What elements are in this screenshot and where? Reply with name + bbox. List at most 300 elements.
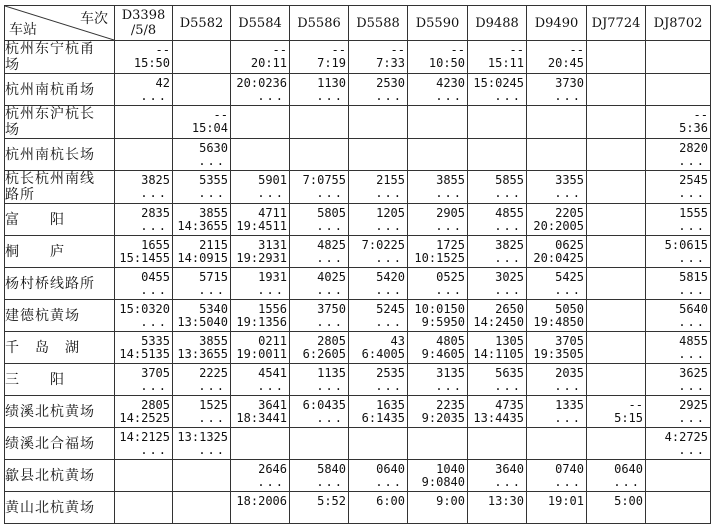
- arrival-time: 3355: [555, 173, 584, 187]
- time-cell: [115, 236, 173, 268]
- time-cell: [587, 460, 646, 492]
- time-cell: [408, 204, 468, 236]
- arrival-time: --: [272, 43, 287, 57]
- departure-time: ...: [678, 186, 706, 200]
- departure-time: ...: [494, 474, 522, 489]
- departure-time: ...: [316, 250, 344, 265]
- departure-time: [529, 444, 584, 457]
- time-cell: [173, 428, 231, 460]
- time-cell: [408, 396, 468, 428]
- arrival-time: [589, 77, 643, 90]
- timetable-row: [5, 300, 711, 332]
- departure-time: ...: [375, 218, 403, 233]
- departure-time: ...: [140, 88, 168, 103]
- arrival-time: 4711: [258, 205, 287, 220]
- arrival-time: [175, 77, 228, 90]
- arrival-time: 15:0245: [473, 75, 524, 90]
- arrival-time: 6:0435: [302, 397, 346, 412]
- arrival-time: 5855: [495, 173, 524, 187]
- arrival-time: [292, 431, 346, 444]
- arrival-time: 5340: [199, 301, 228, 316]
- departure-time: 5:15: [614, 410, 643, 425]
- departure-time: 9:4605: [421, 346, 465, 361]
- arrival-time: [175, 463, 228, 476]
- departure-time: [175, 508, 228, 521]
- time-cell: [115, 204, 173, 236]
- time-cell-content: [527, 334, 586, 362]
- time-cell: [231, 492, 290, 524]
- time-cell: [646, 364, 711, 396]
- time-cell-content: [115, 76, 172, 104]
- arrival-time: [589, 207, 643, 220]
- time-cell-content: [349, 302, 407, 330]
- time-cell: [349, 74, 408, 106]
- time-cell-content: [408, 141, 467, 169]
- departure-time: [292, 444, 346, 457]
- timetable-row: [5, 74, 711, 106]
- time-cell-content: [115, 173, 172, 201]
- time-cell-content: [349, 494, 407, 522]
- time-cell: [231, 460, 290, 492]
- arrival-time: [117, 463, 170, 476]
- arrival-time: [589, 367, 643, 380]
- arrival-time: [589, 109, 643, 122]
- time-cell: [468, 300, 527, 332]
- departure-time: 6:4005: [361, 346, 405, 361]
- departure-time: [589, 122, 643, 135]
- time-cell-content: [115, 108, 172, 136]
- time-cell: [587, 236, 646, 268]
- time-cell: [527, 460, 587, 492]
- time-cell-content: [115, 398, 172, 426]
- arrival-time: [117, 109, 170, 122]
- time-cell: [349, 171, 408, 204]
- arrival-time: 0740: [555, 461, 584, 476]
- time-cell-content: [587, 430, 645, 458]
- arrival-time: 0211: [258, 333, 287, 348]
- time-cell-content: [115, 270, 172, 298]
- departure-time: ...: [435, 186, 463, 200]
- departure-time: [529, 122, 584, 135]
- time-cell: [527, 492, 587, 524]
- time-cell-content: [527, 76, 586, 104]
- departure-time: [589, 155, 643, 168]
- arrival-time: 5245: [376, 301, 405, 316]
- arrival-time: 5:52: [317, 493, 346, 508]
- arrival-time: [117, 142, 170, 155]
- time-cell-content: [646, 398, 710, 426]
- arrival-time: [351, 142, 405, 155]
- train-number-header: 车次: [80, 11, 108, 27]
- time-cell: [290, 396, 349, 428]
- time-cell-content: [290, 238, 348, 266]
- time-cell: [349, 396, 408, 428]
- time-cell-content: [290, 462, 348, 490]
- time-cell-content: [527, 206, 586, 234]
- station-header: 车站: [9, 22, 37, 38]
- time-cell: [646, 106, 711, 139]
- time-cell-content: [527, 108, 586, 136]
- arrival-time: 4025: [317, 269, 346, 284]
- station-name: 建德杭黄场: [5, 300, 115, 332]
- departure-time: ...: [678, 378, 706, 393]
- time-cell: [468, 460, 527, 492]
- arrival-time: --: [155, 43, 170, 57]
- time-cell: [408, 332, 468, 364]
- time-cell: [290, 364, 349, 396]
- arrival-time: 5815: [679, 269, 708, 284]
- departure-time: [589, 57, 643, 70]
- time-cell-content: [290, 173, 348, 201]
- time-cell-content: [173, 141, 230, 169]
- departure-time: ...: [678, 282, 706, 297]
- arrival-time: [175, 44, 228, 57]
- time-cell-content: [290, 76, 348, 104]
- time-cell-content: [173, 270, 230, 298]
- departure-time: ...: [375, 250, 403, 265]
- time-cell: [173, 171, 231, 204]
- time-cell-content: [173, 238, 230, 266]
- time-cell-content: [587, 206, 645, 234]
- time-cell: [290, 139, 349, 171]
- station-name: 绩溪北合福场: [5, 428, 115, 460]
- station-name: 绩溪北杭黄场: [5, 396, 115, 428]
- time-cell-content: [290, 494, 348, 522]
- departure-time: ...: [494, 218, 522, 233]
- time-cell-content: [646, 141, 710, 169]
- arrival-time: 5:00: [614, 493, 643, 508]
- time-cell: [173, 204, 231, 236]
- time-cell-content: [115, 141, 172, 169]
- time-cell-content: [587, 173, 645, 201]
- time-cell: [349, 300, 408, 332]
- arrival-time: 2805: [317, 333, 346, 348]
- timetable-page: [4, 5, 710, 527]
- time-cell: [646, 428, 711, 460]
- time-cell: [646, 492, 711, 524]
- time-cell: [115, 460, 173, 492]
- time-cell-content: [115, 366, 172, 394]
- time-cell: [290, 204, 349, 236]
- arrival-time: [589, 44, 643, 57]
- arrival-time: 18:2006: [236, 493, 287, 508]
- arrival-time: 2035: [555, 365, 584, 380]
- arrival-time: 5805: [317, 205, 346, 220]
- station-name: 桐 庐: [5, 236, 115, 268]
- departure-time: ...: [435, 282, 463, 297]
- arrival-time: [589, 142, 643, 155]
- header-row: [5, 6, 711, 41]
- arrival-time: 42: [155, 75, 170, 90]
- departure-time: [529, 155, 584, 168]
- time-cell-content: [290, 430, 348, 458]
- train-timetable: [4, 5, 711, 524]
- departure-time: [648, 508, 708, 521]
- arrival-time: [589, 335, 643, 348]
- time-cell-content: [408, 334, 467, 362]
- departure-time: ...: [554, 186, 582, 200]
- arrival-time: [351, 431, 405, 444]
- timetable-row: [5, 236, 711, 268]
- time-cell: [115, 428, 173, 460]
- time-cell-content: [587, 462, 645, 490]
- departure-time: [292, 122, 346, 135]
- time-cell-content: [408, 302, 467, 330]
- station-name: 杭长杭州南线 路所: [5, 171, 115, 204]
- time-cell-content: [408, 108, 467, 136]
- time-cell: [115, 171, 173, 204]
- departure-time: ...: [375, 88, 403, 103]
- arrival-time: [529, 431, 584, 444]
- arrival-time: 1525: [199, 397, 228, 412]
- time-cell: [468, 396, 527, 428]
- departure-time: ...: [435, 218, 463, 233]
- time-cell: [290, 106, 349, 139]
- arrival-time: [292, 142, 346, 155]
- time-cell: [231, 236, 290, 268]
- departure-time: ...: [198, 378, 226, 393]
- time-cell: [173, 41, 231, 74]
- departure-time: ...: [375, 378, 403, 393]
- time-cell-content: [173, 43, 230, 71]
- arrival-time: 5335: [141, 333, 170, 348]
- departure-time: [648, 90, 708, 103]
- departure-time: 7:33: [376, 56, 405, 70]
- time-cell: [290, 268, 349, 300]
- departure-time: ...: [375, 282, 403, 297]
- arrival-time: 4541: [258, 365, 287, 380]
- departure-time: [175, 57, 228, 70]
- time-cell-content: [587, 76, 645, 104]
- departure-time: 14:2450: [473, 314, 524, 329]
- arrival-time: 1635: [376, 397, 405, 412]
- departure-time: [589, 380, 643, 393]
- departure-time: 10:50: [428, 56, 465, 70]
- arrival-time: 0640: [614, 461, 643, 476]
- arrival-time: --: [390, 43, 405, 57]
- departure-time: [470, 155, 524, 168]
- time-cell-content: [173, 302, 230, 330]
- departure-time: 19:3505: [533, 346, 584, 361]
- time-cell-content: [173, 108, 230, 136]
- time-cell-content: [587, 43, 645, 71]
- departure-time: ...: [257, 378, 285, 393]
- departure-time: [470, 122, 524, 135]
- time-cell-content: [231, 238, 289, 266]
- time-cell-content: [231, 302, 289, 330]
- departure-time: [589, 316, 643, 329]
- departure-time: ...: [678, 250, 706, 265]
- train-header: D5590: [408, 6, 468, 41]
- arrival-time: 1725: [436, 237, 465, 252]
- departure-time: ...: [494, 186, 522, 200]
- time-cell-content: [231, 108, 289, 136]
- time-cell: [290, 428, 349, 460]
- departure-time: [351, 444, 405, 457]
- departure-time: [351, 122, 405, 135]
- time-cell: [468, 332, 527, 364]
- departure-time: [410, 444, 465, 457]
- arrival-time: [648, 44, 708, 57]
- arrival-time: 4230: [436, 75, 465, 90]
- time-cell: [173, 106, 231, 139]
- departure-time: [648, 57, 708, 70]
- time-cell-content: [646, 270, 710, 298]
- arrival-time: 2820: [679, 140, 708, 155]
- departure-time: ...: [678, 218, 706, 233]
- time-cell-content: [646, 43, 710, 71]
- arrival-time: 1205: [376, 205, 405, 220]
- time-cell-content: [468, 141, 526, 169]
- departure-time: [117, 476, 170, 489]
- arrival-time: 14:2125: [119, 429, 170, 444]
- time-cell-content: [349, 173, 407, 201]
- time-cell: [646, 236, 711, 268]
- time-cell-content: [115, 206, 172, 234]
- time-cell: [468, 428, 527, 460]
- time-cell-content: [587, 334, 645, 362]
- departure-time: ...: [554, 410, 582, 425]
- timetable-row: [5, 460, 711, 492]
- departure-time: ...: [435, 88, 463, 103]
- time-cell-content: [349, 398, 407, 426]
- time-cell: [527, 139, 587, 171]
- departure-time: [117, 508, 170, 521]
- time-cell: [527, 74, 587, 106]
- time-cell-content: [173, 366, 230, 394]
- departure-time: [470, 444, 524, 457]
- time-cell-content: [231, 334, 289, 362]
- time-cell: [408, 74, 468, 106]
- departure-time: 6:1435: [361, 410, 405, 425]
- departure-time: ...: [316, 218, 344, 233]
- time-cell: [349, 332, 408, 364]
- arrival-time: 1555: [679, 205, 708, 220]
- arrival-time: [470, 431, 524, 444]
- time-cell: [468, 364, 527, 396]
- arrival-time: 3750: [317, 301, 346, 316]
- time-cell-content: [290, 366, 348, 394]
- time-cell: [231, 364, 290, 396]
- time-cell-content: [587, 366, 645, 394]
- time-cell: [115, 396, 173, 428]
- time-cell-content: [646, 494, 710, 522]
- time-cell: [468, 74, 527, 106]
- departure-time: ...: [375, 186, 403, 200]
- arrival-time: 5715: [199, 269, 228, 284]
- arrival-time: --: [509, 43, 524, 57]
- departure-time: ...: [198, 153, 226, 168]
- departure-time: ...: [140, 378, 168, 393]
- time-cell: [527, 364, 587, 396]
- timetable-body: [5, 41, 711, 524]
- time-cell: [173, 139, 231, 171]
- time-cell-content: [527, 141, 586, 169]
- time-cell-content: [646, 334, 710, 362]
- departure-time: ...: [678, 153, 706, 168]
- time-cell-content: [646, 462, 710, 490]
- arrival-time: [589, 271, 643, 284]
- time-cell: [173, 74, 231, 106]
- departure-time: ...: [198, 442, 226, 457]
- time-cell-content: [468, 366, 526, 394]
- arrival-time: 5050: [555, 301, 584, 316]
- arrival-time: 3025: [495, 269, 524, 284]
- arrival-time: 2530: [376, 75, 405, 90]
- time-cell-content: [173, 334, 230, 362]
- time-cell: [527, 332, 587, 364]
- time-cell-content: [408, 494, 467, 522]
- time-cell: [468, 171, 527, 204]
- arrival-time: --: [693, 108, 708, 122]
- departure-time: ...: [316, 314, 344, 329]
- arrival-time: [648, 77, 708, 90]
- departure-time: 6:2605: [302, 346, 346, 361]
- time-cell-content: [173, 76, 230, 104]
- arrival-time: 5425: [555, 269, 584, 284]
- departure-time: ...: [198, 410, 226, 425]
- departure-time: ...: [140, 186, 168, 200]
- time-cell-content: [349, 430, 407, 458]
- time-cell: [290, 236, 349, 268]
- timetable-row: [5, 396, 711, 428]
- station-name: 千 岛 湖: [5, 332, 115, 364]
- timetable-row: [5, 204, 711, 236]
- time-cell: [173, 396, 231, 428]
- time-cell: [527, 268, 587, 300]
- departure-time: ...: [316, 474, 344, 489]
- arrival-time: 2925: [679, 397, 708, 412]
- departure-time: [117, 122, 170, 135]
- departure-time: ...: [494, 88, 522, 103]
- time-cell-content: [468, 302, 526, 330]
- time-cell: [527, 300, 587, 332]
- time-cell-content: [349, 206, 407, 234]
- departure-time: ...: [140, 218, 168, 233]
- time-cell: [231, 41, 290, 74]
- departure-time: 14:3655: [177, 218, 228, 233]
- arrival-time: 2225: [199, 365, 228, 380]
- train-header: D9490: [527, 6, 587, 41]
- arrival-time: [589, 174, 643, 187]
- arrival-time: [175, 495, 228, 508]
- departure-time: 7:19: [317, 56, 346, 70]
- time-cell: [527, 428, 587, 460]
- departure-time: [292, 155, 346, 168]
- arrival-time: 2205: [555, 205, 584, 220]
- time-cell-content: [646, 76, 710, 104]
- arrival-time: 2545: [679, 173, 708, 187]
- train-header: D5582: [173, 6, 231, 41]
- departure-time: [589, 284, 643, 297]
- departure-time: 20:45: [547, 56, 584, 70]
- arrival-time: [351, 109, 405, 122]
- arrival-time: 3131: [258, 237, 287, 252]
- time-cell: [173, 300, 231, 332]
- arrival-time: 4825: [317, 237, 346, 252]
- departure-time: 13:4435: [473, 410, 524, 425]
- time-cell: [587, 139, 646, 171]
- time-cell: [349, 204, 408, 236]
- arrival-time: --: [331, 43, 346, 57]
- arrival-time: 3705: [555, 333, 584, 348]
- time-cell: [468, 236, 527, 268]
- arrival-time: 1931: [258, 269, 287, 284]
- arrival-time: 2155: [376, 173, 405, 187]
- departure-time: [351, 155, 405, 168]
- timetable-row: [5, 106, 711, 139]
- arrival-time: [470, 109, 524, 122]
